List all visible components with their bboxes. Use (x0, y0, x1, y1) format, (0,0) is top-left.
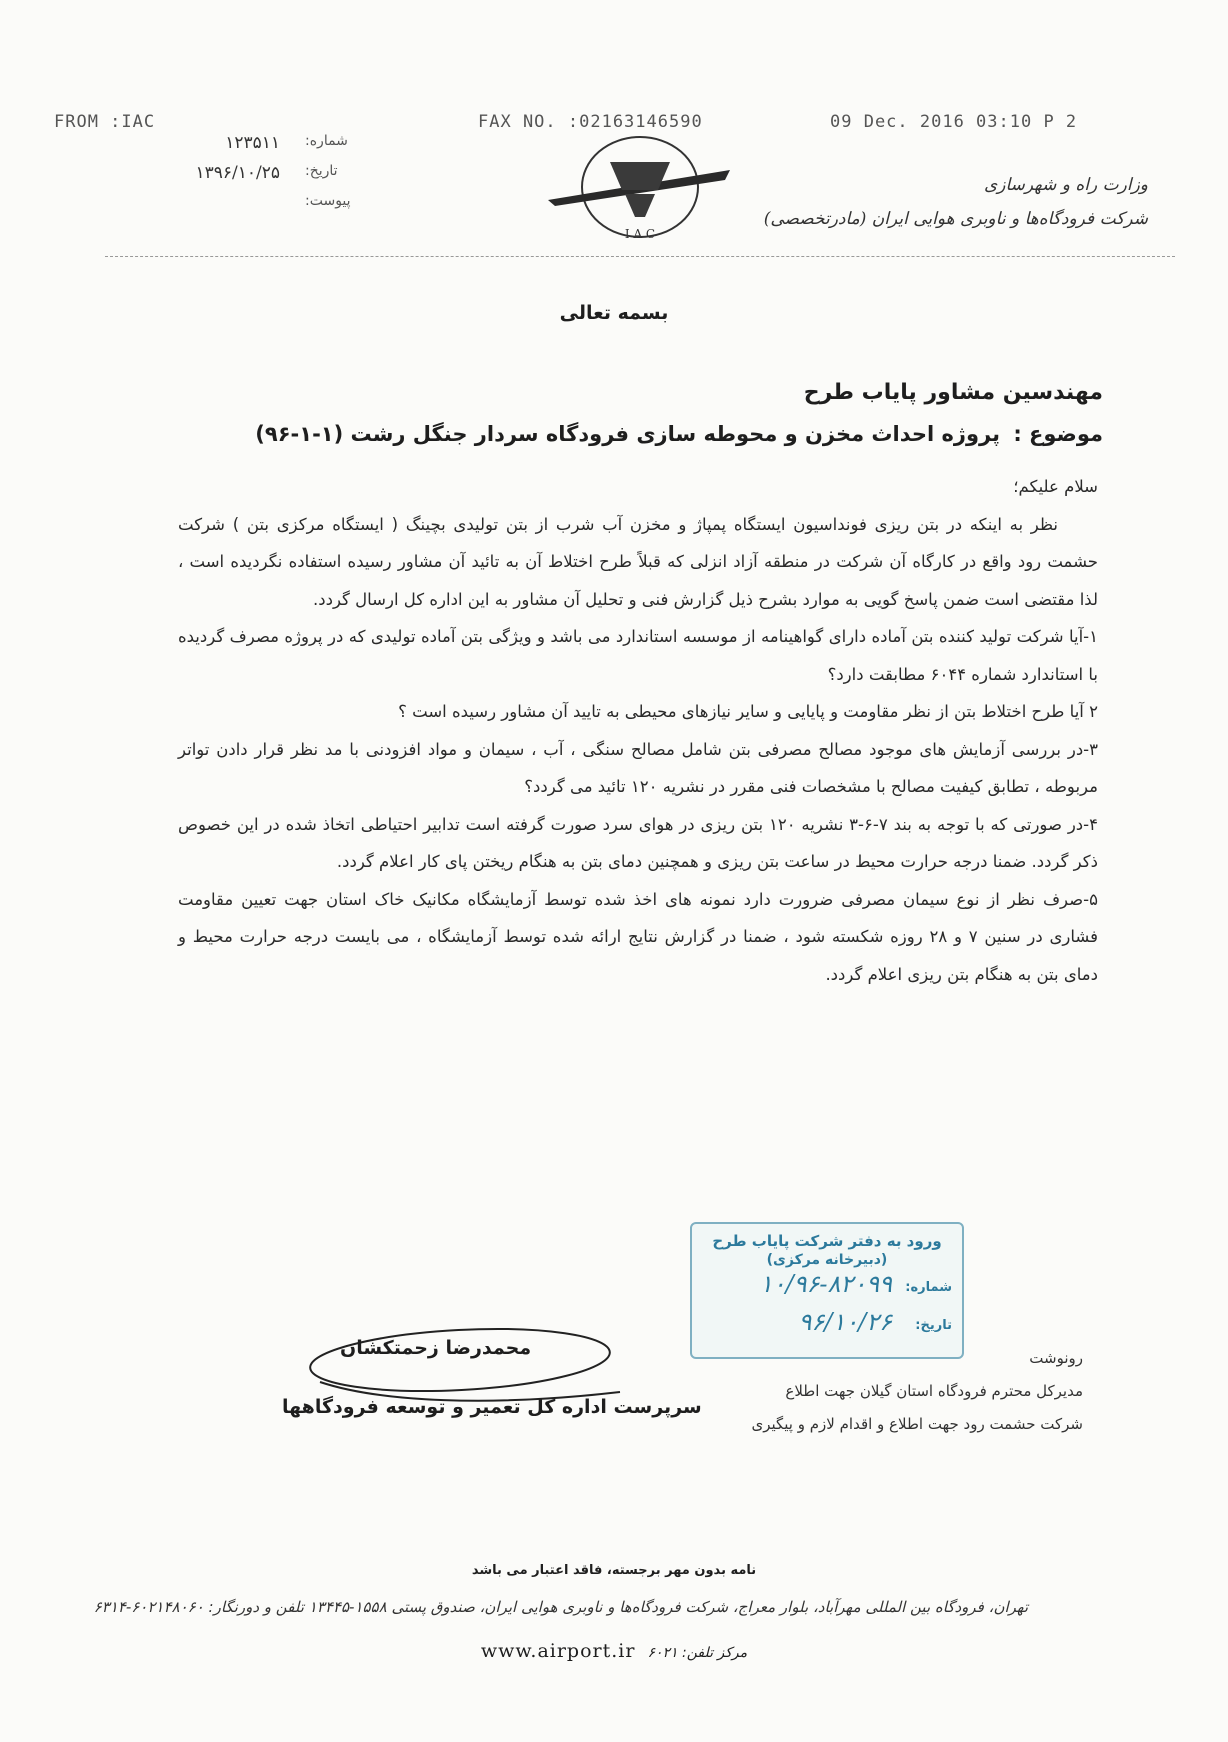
body-intro: نظر به اینکه در بتن ریزی فونداسیون ایستگاه پمپاژ و مخزن آب شرب از بتن تولیدی بچینگ ( ایستگاه مرکزی بتن ) شرکت حشمت رود واقع در کارگاه آن شرکت در منطقه آزاد انزلی که قبلاً طرح اختلاط آن به تائید آن مشاور رسیده استفاده نگردیده است ، لذا مقتضی است ضمن پاسخ گویی به موارد بشرح ذیل گزارش فنی و تحلیل آن مشاور به این اداره کل ارسال گردد. (178, 514, 1098, 609)
letter-body (178, 468, 1098, 993)
letter-meta (160, 133, 360, 223)
ministry-line: وزارت راه و شهرسازی (983, 175, 1148, 195)
subject-text: پروژه احداث مخزن و محوطه سازی فرودگاه سردار جنگل رشت (۱-۱-۹۶) (255, 422, 1000, 446)
letter-number: ۱۲۳۵۱۱ (225, 133, 280, 153)
attachment-label: پیوست: (305, 193, 351, 209)
ministry-header (764, 168, 1148, 236)
stamp-date: ۹۶/۱۰/۲۶ (798, 1308, 892, 1336)
stamp-date-label: تاریخ: (915, 1318, 952, 1333)
body-item-5: ۵-صرف نظر از نوع سیمان مصرفی ضرورت دارد نمونه های اخذ شده توسط آزمایشگاه مکانیک خاک استان جهت تعیین مقاومت فشاری در سنین ۷ و ۲۸ روزه شکسته شود ، ضمنا در گزارش نتایج ارائه شده توسط آزمایشگاه ، می بایست درجه حرارت محیط و دمای بتن به هنگام بتن ریزی اعلام گردد. (178, 889, 1098, 984)
cc-label: رونوشت (1029, 1349, 1083, 1367)
stamp-number-label: شماره: (905, 1280, 952, 1295)
letter-date-label: تاریخ: (305, 163, 338, 179)
fax-number: FAX NO. :02163146590 (478, 112, 703, 132)
subject-label: موضوع : (1013, 422, 1103, 446)
footer-address: تهران، فرودگاه بین المللی مهرآباد، بلوار معراج، شرکت فرودگاه‌ها و ناوبری هوایی ایران، صندوق پستی ۱۵۵۸-۱۳۴۴۵ تلفن و دورنگار: ۶۰۲۱۴۸۰۶۰-۶۳۱۴ (93, 1598, 1028, 1616)
signatory-title: سرپرست اداره کل تعمیر و توسعه فرودگاهها (282, 1396, 702, 1418)
website-link[interactable]: www.airport.ir (480, 1640, 636, 1662)
footer-contact (0, 1640, 1228, 1662)
stamp-title: ورود به دفتر شرکت پایاب طرح (712, 1232, 942, 1250)
body-item-3: ۳-در بررسی آزمایش های موجود مصالح مصرفی بتن شامل مصالح سنگی ، آب ، سیمان و مواد افزودنی با مد نظر قرار دادن تواتر مربوطه ، تطابق کیفیت مصالح با مشخصات فنی مقرر در نشریه ۱۲۰ تائید می گردد؟ (178, 739, 1098, 796)
recipient: مهندسین مشاور پایاب طرح (803, 380, 1103, 405)
signatory-name: محمدرضا زحمتکشان (340, 1337, 532, 1359)
subject-line (255, 422, 1103, 446)
iac-logo-icon (540, 132, 740, 247)
company-line: شرکت فرودگاه‌ها و ناوبری هوایی ایران (مادرتخصصی) (763, 209, 1148, 229)
body-item-4: ۴-در صورتی که با توجه به بند ۷-۶-۳ نشریه ۱۲۰ بتن ریزی در هوای سرد صورت گرفته است تدابیر احتیاطی اتخاذ شده در این خصوص ذکر گردد. ضمنا درجه حرارت محیط در ساعت بتن ریزی و همچنین دمای بتن به هنگام ریختن پای کار اعلام گردد. (178, 814, 1098, 871)
phone-center: مرکز تلفن: ۶۰۲۱ (647, 1645, 748, 1661)
body-item-2: ۲ آیا طرح اختلاط بتن از نظر مقاومت و پایایی و سایر نیازهای محیطی به تایید آن مشاور رسیده است ؟ (398, 702, 1098, 721)
fax-from: FROM :IAC (54, 112, 156, 132)
footer-note: نامه بدون مهر برجسته، فاقد اعتبار می باشد (471, 1563, 757, 1578)
carbon-copy (751, 1342, 1083, 1441)
cc-line-1: مدیرکل محترم فرودگاه استان گیلان جهت اطلاع (785, 1382, 1083, 1400)
logo-letters: I A C (624, 227, 656, 241)
cc-line-2: شرکت حشمت رود جهت اطلاع و اقدام لازم و پیگیری (751, 1415, 1083, 1433)
stamp-subtitle: (دبیرخانه مرکزی) (766, 1252, 888, 1268)
header-divider (105, 256, 1175, 257)
letter-number-label: شماره: (305, 133, 348, 149)
basmala: بسمه تعالی (559, 302, 669, 324)
fax-date: 09 Dec. 2016 03:10 P 2 (830, 112, 1078, 132)
letter-date: ۱۳۹۶/۱۰/۲۵ (195, 163, 280, 183)
received-stamp (690, 1222, 964, 1359)
body-item-1: ۱-آیا شرکت تولید کننده بتن آماده دارای گواهینامه از موسسه استاندارد می باشد و ویژگی بتن آماده تولیدی که در پروژه مصرف گردیده با استاندارد شماره ۶۰۴۴ مطابقت دارد؟ (178, 627, 1098, 684)
stamp-number: ۱۰/۹۶-۸۲۰۹۹ (759, 1270, 892, 1298)
greeting: سلام علیکم؛ (1013, 477, 1098, 496)
